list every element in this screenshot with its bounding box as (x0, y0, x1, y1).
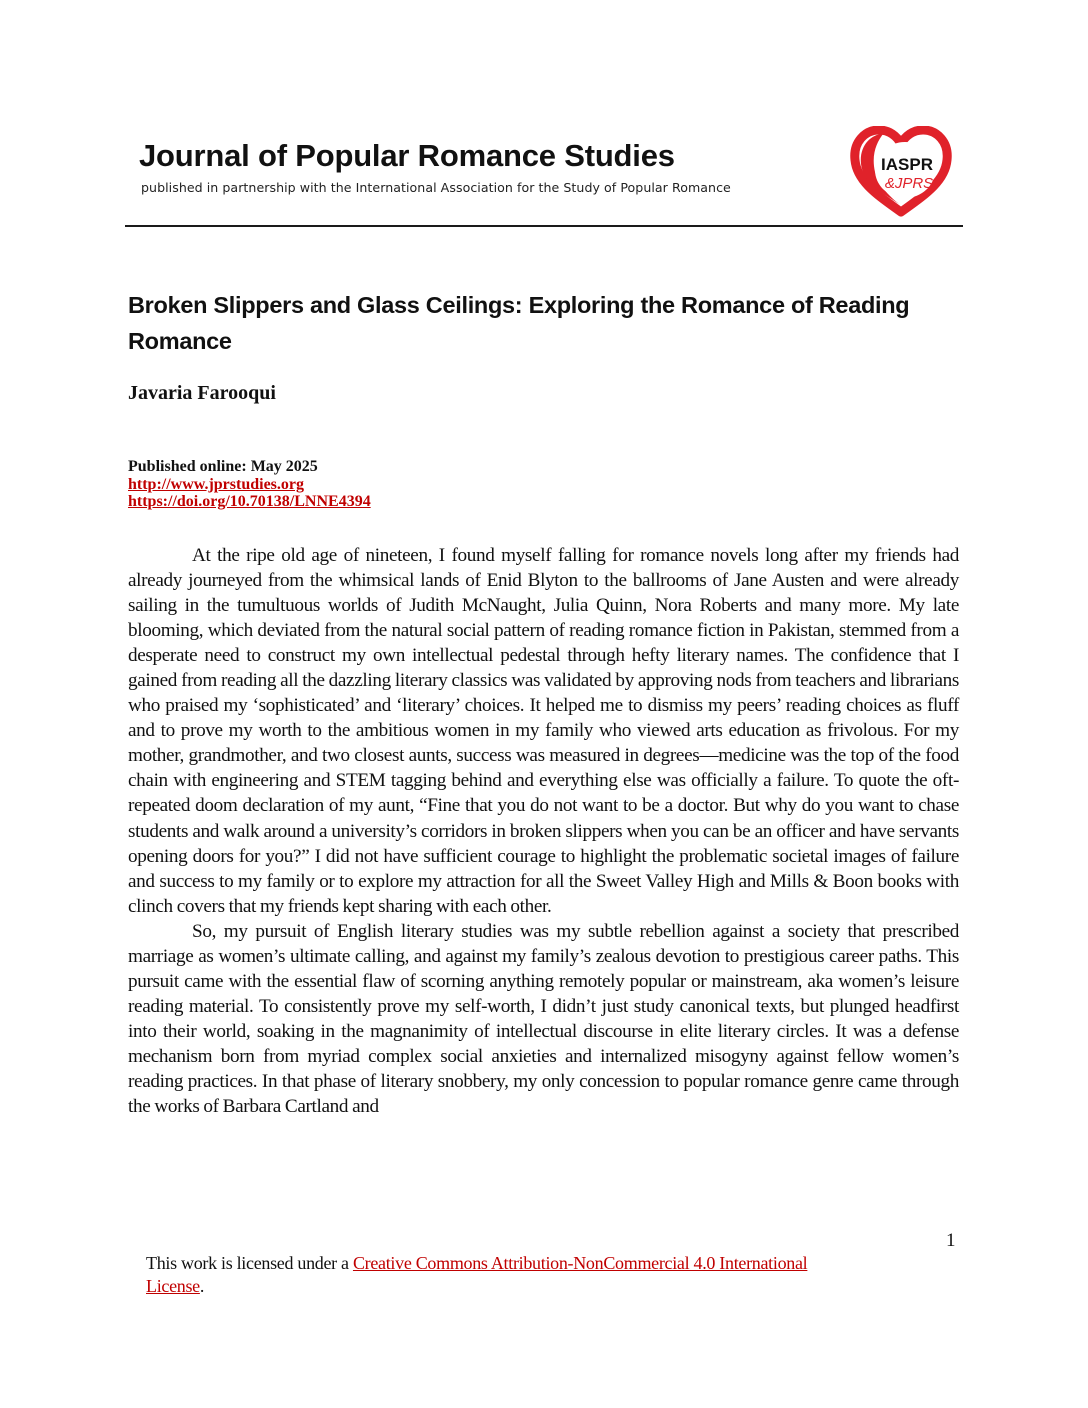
journal-subtitle: published in partnership with the International Association for the Study of Popular Romance (141, 180, 731, 195)
article-author: Javaria Farooqui (128, 382, 276, 404)
journal-header (125, 130, 963, 228)
doi-link[interactable]: https://doi.org/10.70138/LNNE4394 (128, 493, 371, 510)
published-online-date: Published online: May 2025 (128, 458, 318, 475)
article-body (128, 543, 959, 1119)
journal-website-link[interactable]: http://www.jprstudies.org (128, 475, 305, 493)
article-title: Broken Slippers and Glass Ceilings: Exploring the Romance of Reading Romance (128, 292, 910, 354)
license-link[interactable]: Creative Commons Attribution-NonCommercial 4.0 International License (146, 1253, 808, 1296)
license-prefix: This work is licensed under a (146, 1253, 353, 1273)
page-number: 1 (946, 1230, 956, 1251)
publication-info (128, 458, 371, 511)
header-divider (125, 225, 963, 227)
heart-logo-icon (849, 126, 953, 218)
license-notice (146, 1252, 866, 1298)
body-paragraph: So, my pursuit of English literary studies was my subtle rebellion against a society that prescribed marriage as women’s ultimate calling, and against my family’s zealous devotion to prestigious career paths. This pursuit came with the essential flaw of scorning anything remotely popular or mainstream, aka women’s leisure reading material. To consistently prove my self-worth, I didn’t just study canonical texts, but plunged headfirst into their world, soaking in the magnanimity of intellectual discourse in elite literary circles. It was a defense mechanism born from myriad complex social anxieties and internalized misogyny against fellow women’s reading practices. In that phase of literary snobbery, my only concession to popular romance genre came through the works of Barbara Cartland and (128, 920, 959, 1118)
logo-line2: &JPRS (884, 175, 934, 192)
journal-title: Journal of Popular Romance Studies (139, 138, 675, 173)
license-suffix: . (199, 1276, 205, 1296)
logo-line1: IASPR (881, 155, 933, 174)
body-paragraph: At the ripe old age of nineteen, I found myself falling for romance novels long after my friends had already journeyed from the whimsical lands of Enid Blyton to the ballrooms of Jane Austen and were already sailing in the tumultuous worlds of Judith McNaught, Julia Quinn, Nora Roberts and many more. My late blooming, which deviated from the natural social pattern of reading romance fiction in Pakistan, stemmed from a desperate need to construct my own intellectual pedestal through hefty literary names. The confidence that I gained from reading all the dazzling literary classics was validated by approving nods from teachers and librarians who praised my ‘sophisticated’ and ‘literary’ choices. It helped me to dismiss my peers’ reading choices as fluff and to prove my worth to the ambitious women in my family who viewed arts education as frivolous. For my mother, grandmother, and two closest aunts, success was measured in degrees—medicine was the top of the food chain with engineering and STEM tagging behind and everything else was officially a failure. To quote the oft-repeated doom declaration of my aunt, “Fine that you do not want to be a doctor. But why do you want to chase students and walk around a university’s corridors in broken slippers when you can be an officer and have servants opening doors for you?” I did not have sufficient courage to highlight the problematic societal images of failure and success to my family or to explore my attraction for all the Sweet Valley High and Mills & Boon books with clinch covers that my friends kept sharing with each other. (128, 545, 959, 917)
